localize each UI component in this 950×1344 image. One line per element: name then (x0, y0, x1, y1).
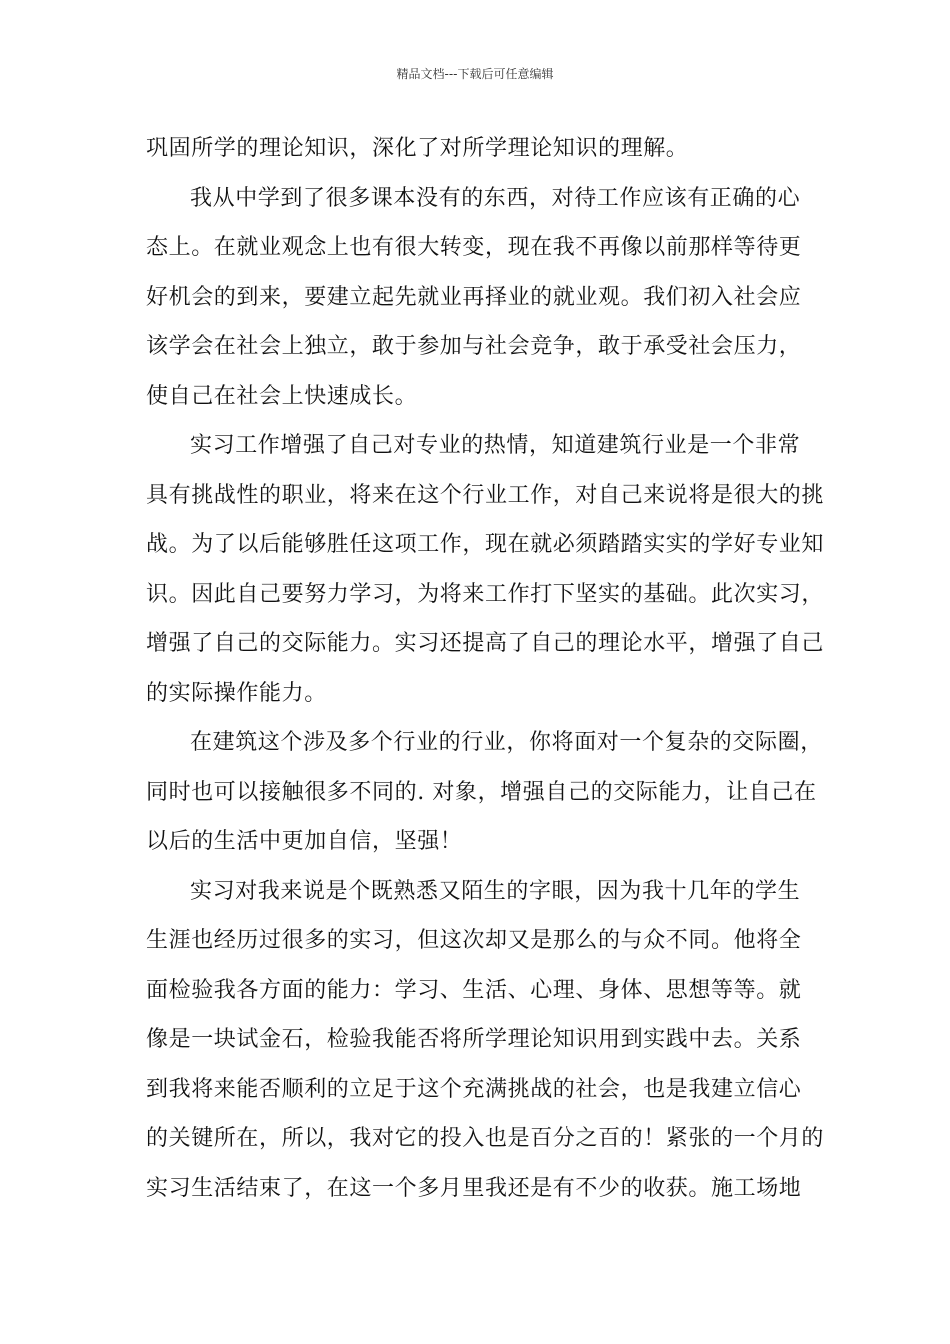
paragraph-start-line: 我从中学到了很多课本没有的东西，对待工作应该有正确的心 (190, 185, 801, 211)
text-line: 战。为了以后能够胜任这项工作，现在就必须踏踏实实的学好专业知 (146, 532, 825, 557)
text-line: 以后的生活中更加自信，坚强！ (146, 829, 463, 854)
text-line: 像是一块试金石，检验我能否将所学理论知识用到实践中去。关系 (146, 1027, 802, 1052)
text-line: 的关键所在，所以，我对它的投入也是百分之百的！紧张的一个月的 (146, 1126, 825, 1151)
page-header: 精品文档---下载后可任意编辑 (396, 67, 554, 81)
text-line: 的实际操作能力。 (146, 680, 327, 706)
paragraph-start-line: 实习工作增强了自己对专业的热情，知道建筑行业是一个非常 (190, 433, 801, 458)
paragraph-start-line: 在建筑这个涉及多个行业的行业，你将面对一个复杂的交际圈， (190, 730, 823, 755)
text-line: 识。因此自己要努力学习，为将来工作打下坚实的基础。此次实习， (146, 581, 825, 607)
text-line: 态上。在就业观念上也有很大转变，现在我不再像以前那样等待更 (146, 235, 802, 260)
text-line: 增强了自己的交际能力。实习还提高了自己的理论水平，增强了自己 (146, 631, 825, 656)
text-line: 巩固所学的理论知识，深化了对所学理论知识的理解。 (146, 136, 689, 161)
text-line: 同时也可以接触很多不同的. 对象，增强自己的交际能力，让自己在 (146, 779, 817, 805)
text-line: 面检验我各方面的能力：学习、生活、心理、身体、思想等等。就 (146, 977, 802, 1003)
document-body (146, 124, 825, 1213)
text-line: 该学会在社会上独立，敢于参加与社会竞争，敢于承受社会压力， (146, 334, 802, 359)
text-line: 实习生活结束了，在这一个多月里我还是有不少的收获。施工场地 (146, 1175, 802, 1201)
paragraph-start-line: 实习对我来说是个既熟悉又陌生的字眼，因为我十几年的学生 (190, 878, 801, 904)
text-line: 好机会的到来，要建立起先就业再择业的就业观。我们初入社会应 (146, 284, 802, 310)
text-line: 到我将来能否顺利的立足于这个充满挑战的社会，也是我建立信心 (146, 1076, 802, 1102)
text-line: 具有挑战性的职业，将来在这个行业工作，对自己来说将是很大的挑 (146, 482, 825, 508)
text-line: 使自己在社会上快速成长。 (146, 383, 418, 409)
text-line: 生涯也经历过很多的实习，但这次却又是那么的与众不同。他将全 (146, 928, 802, 953)
